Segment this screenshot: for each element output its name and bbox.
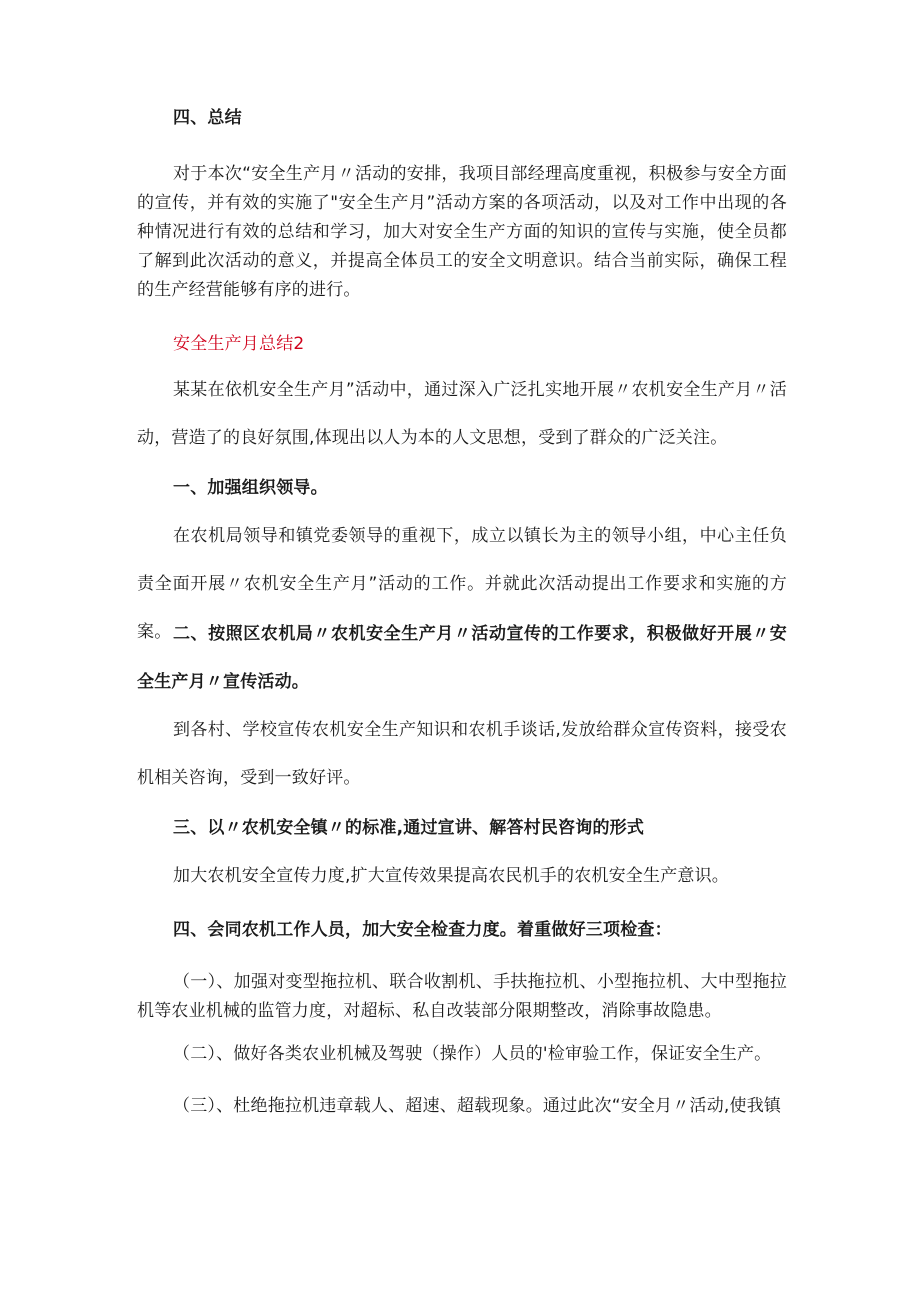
heading-safety-town: 三、以〃农机安全镇〃的标准,通过宣讲、解答村民咨询的形式 bbox=[173, 818, 645, 838]
list-item-inspection-1: （一）、加强对变型拖拉机、联合收割机、手扶拖拉机、小型拖拉机、大中型拖拉机等农业机械的监管力度，对超标、私自改装部分限期整改，消除事故隐患。 bbox=[137, 972, 787, 1021]
summary-paragraph: 对于本次“安全生产月〃活动的安排，我项目部经理高度重视，积极参与安全方面的宣传，并有效的实施了"安全生产月”活动方案的各项活动，以及对工作中出现的各种情况进行有效的总结和学习，加大对安全生产方面的知识的宣传与实施，使全员都了解到此次活动的意义，并提高全体员工的安全文明意识。结合当前实际，确保工程的生产经营能够有序的进行。 bbox=[137, 164, 787, 300]
heading-summary: 四、总结 bbox=[173, 108, 242, 128]
intro-paragraph: 某某在依机安全生产月”活动中，通过深入广泛扎实地开展〃农机安全生产月〃活动，营造了的良好氛围,体现出以人为本的人文思想，受到了群众的广泛关注。 bbox=[137, 380, 787, 448]
list-item-inspection-3: （三）、杜绝拖拉机违章载人、超速、超载现象。通过此次“安全月〃活动,使我镇 bbox=[173, 1096, 782, 1116]
heading-strengthen-leadership: 一、加强组织领导。 bbox=[173, 478, 328, 498]
paragraph-leadership: 在农机局领导和镇党委领导的重视下，成立以镇长为主的领导小组，中心主任负责全面开展〃农机安全生产月”活动的工作。并就此次活动提出工作要求和实施的方案。 bbox=[137, 526, 787, 642]
heading-promotion: 二、按照区农机局〃农机安全生产月〃活动宣传的工作要求，积极做好开展〃安全生产月〃宣传活动。 bbox=[137, 624, 787, 692]
heading-inspection: 四、会同农机工作人员，加大安全检查力度。着重做好三项检查： bbox=[173, 920, 672, 940]
paragraph-promotion: 到各村、学校宣传农机安全生产知识和农机手谈话,发放给群众宣传资料，接受农机相关咨询，受到一致好评。 bbox=[137, 720, 787, 788]
list-item-inspection-2: （二）、做好各类农业机械及驾驶（操作）人员的'检审验工作，保证安全生产。 bbox=[173, 1044, 772, 1064]
paragraph-safety-town: 加大农机安全宣传力度,扩大宣传效果提高农民机手的农机安全生产意识。 bbox=[173, 866, 730, 886]
section-title-2: 安全生产月总结2 bbox=[173, 334, 305, 354]
